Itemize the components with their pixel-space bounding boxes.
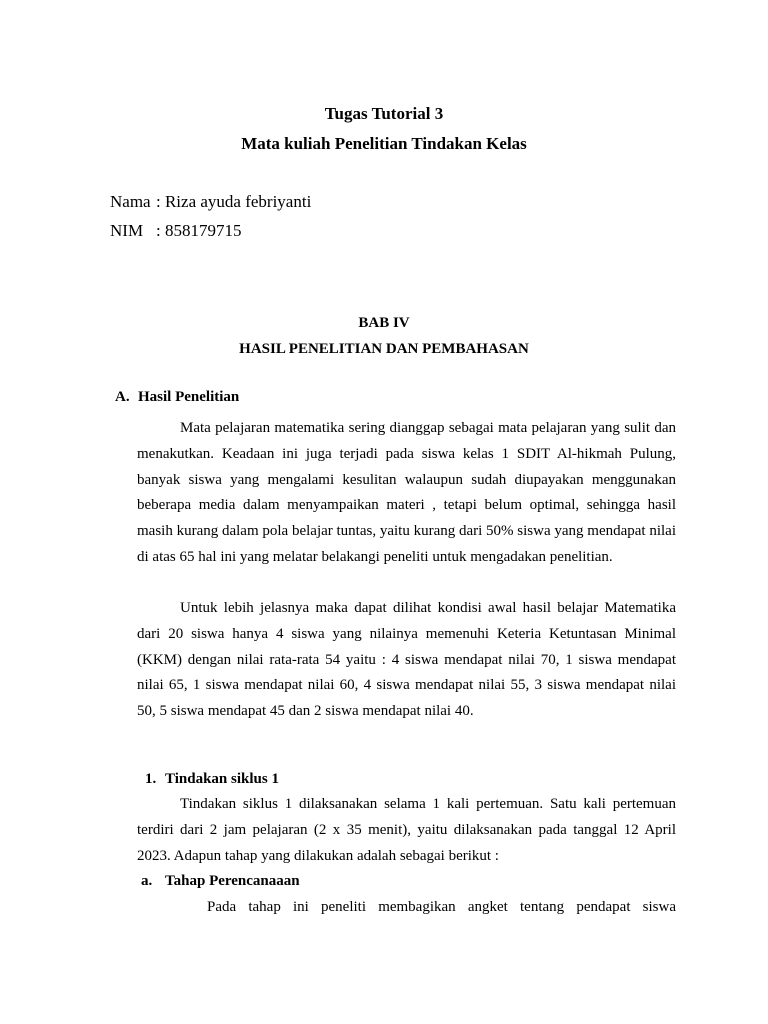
section-marker: A. (115, 389, 130, 405)
subsection-title: Tindakan siklus 1 (165, 771, 279, 787)
paragraph-3 (137, 792, 676, 869)
nim-row (110, 221, 241, 241)
subsection-heading-a (141, 872, 300, 890)
paragraph-1-text: Mata pelajaran matematika sering dianggap sebagai mata pelajaran yang sulit dan menakutkan. Keadaan ini juga terjadi pada siswa kelas 1 SDIT Al-hikmah Pulung, banyak siswa yang mengalami kesulitan walaupun sudah diupayakan menggunakan beberapa media dalam menyampaikan materi , tetapi belum optimal, sehingga hasil masih kurang dalam pola belajar tuntas, yaitu kurang dari 50% siswa yang mendapat nilai di atas 65 hal ini yang melatar belakangi peneliti untuk mengadakan penelitian. (137, 420, 677, 565)
name-label: Nama (110, 192, 151, 211)
paragraph-3-text: Tindakan siklus 1 dilaksanakan selama 1 kali pertemuan. Satu kali pertemuan terdiri dari 2 jam pelajaran (2 x 35 menit), yaitu dilaksanakan pada tanggal 12 April 2023. Adapun tahap yang dilakukan adalah sebagai berikut : (137, 796, 676, 864)
paragraph-1 (137, 416, 676, 571)
subsection-heading-1 (145, 770, 279, 788)
paragraph-4 (137, 895, 676, 921)
course-title: Mata kuliah Penelitian Tindakan Kelas (241, 134, 527, 153)
paragraph-2-text: Untuk lebih jelasnya maka dapat dilihat kondisi awal hasil belajar Matematika dari 20 siswa hanya 4 siswa yang nilainya memenuhi Keteria Ketuntasan Minimal (KKM) dengan nilai rata-rata 54 yaitu : 4 siswa mendapat nilai 70, 1 siswa mendapat nilai 65, 1 siswa mendapat nilai 60, 4 siswa mendapat nilai 55, 3 siswa mendapat nilai 50, 5 siswa mendapat 45 dan 2 siswa mendapat nilai 40. (137, 600, 676, 720)
chapter-number: BAB IV (358, 315, 410, 331)
subsection-a-marker: a. (141, 873, 153, 889)
section-title: Hasil Penelitian (138, 389, 240, 405)
subsection-marker: 1. (145, 771, 157, 787)
name-value: : Riza ayuda febriyanti (156, 192, 312, 211)
document-title: Tugas Tutorial 3 (324, 104, 444, 123)
subsection-a-title: Tahap Perencanaaan (165, 873, 300, 889)
chapter-title: HASIL PENELITIAN DAN PEMBAHASAN (239, 341, 529, 357)
paragraph-4-text: Pada tahap ini peneliti membagikan angket tentang pendapat siswa (207, 899, 676, 915)
section-heading-a (115, 388, 239, 406)
nim-value: : 858179715 (156, 221, 242, 240)
name-row (110, 192, 311, 212)
paragraph-2 (137, 596, 676, 725)
nim-label: NIM (110, 221, 144, 240)
